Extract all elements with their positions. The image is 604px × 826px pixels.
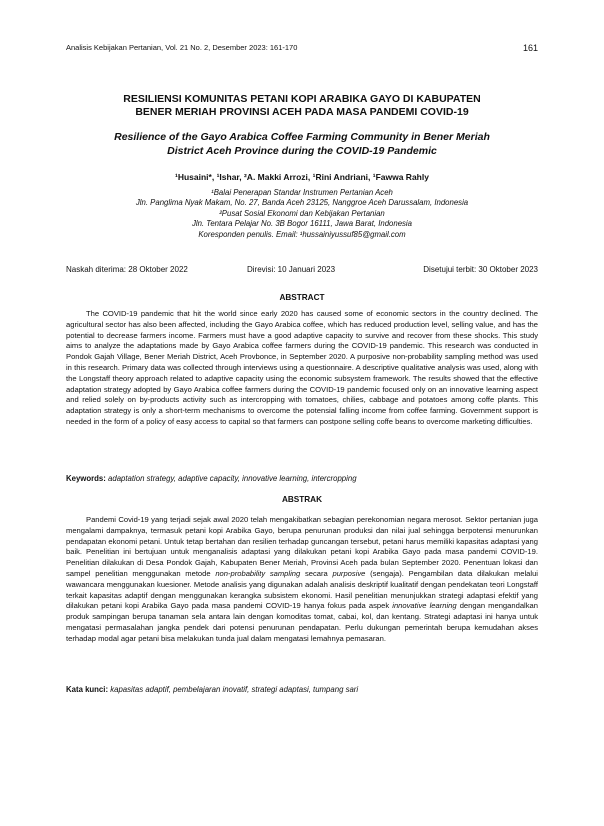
abstract-text: The COVID-19 pandemic that hit the world since early 2020 has caused some of economic sectors in the country declined. The agricultural sector has also been affected, including the Gayo Arabica coffee, which has reduced production level, selling value, and has the potential to decrease farmers income. Farmers must have a good adaptive capacity to survive and recover from these shocks. This study aims to analyze the adaptations made by Gayo Arabica coffee farmers during the COVID-19 pandemic. This research was conducted in Pondok Gajah Village, Bener Meriah District, Aceh Provbonce, in September 2020. A purposive non-probability sampling method was used in this research. Primary data was collected through interviews using a questionnaire. A descriptive qualitative analysis was used, along with the Longstaff theory approach related to adaptive capacity using the economic subsystem framework. The results showed that the effective adaptation strategy adopted by Gayo Arabica coffee farmers during the COVID-19 pandemic focused only on an innovative learning aspect and relied solely on by-products activity such as intercropping with tomatoes, chilies, cabbage and potatoes among coffe plants. This adaptation strategy is only a short-term mechanisms to overcome the potensial falling income from coffee farming. Government support is needed in the form of a policy of easy access to capital so that farmers can postpone selling coffe beans to overcome marketing difficulties. — [66, 309, 538, 426]
kata-kunci-label: Kata kunci — [66, 685, 106, 694]
affiliations — [66, 188, 538, 240]
abstrak-heading: ABSTRAK — [281, 495, 323, 504]
running-header — [66, 43, 538, 52]
abstrak-keywords: Kata kunci: kapasitas adaptif, pembelajaran inovatif, strategi adaptasi, tumpang sari — [66, 685, 359, 694]
affiliation-2-address: Jln. Tentara Pelajar No. 3B Bogor 16111, Jawa Barat, Indonesia — [191, 219, 413, 229]
article-title-indonesian — [66, 93, 538, 119]
date-received: Naskah diterima: 28 Oktober 2022 — [66, 265, 188, 274]
abstrak-text: Pandemi Covid-19 yang terjadi sejak awal 2020 telah mengakibatkan sebagian perekonomian negara merosot. Sektor pertanian juga mengalami dampaknya, termasuk petani kopi Arabika Gayo, berupa penurunan produksi dan nilai jual sehingga berpotensi menurunkan pendapatan ekonomi petani. Untuk tetap bertahan dan resilien terhadap guncangan tersebut, petani harus memiliki kapasitas adaptasi yang baik. Penelitian ini bertujuan untuk menganalisis adaptasi yang dilakukan petani kopi Arabika Gayo pada masa pandemi COVID-19. Penelitian dilakukan di Desa Pondok Gajah, Kabupaten Bener Meriah, Provinsi Aceh pada bulan September 2020. Penentuan lokasi dan sampel penelitian menggunakan metode non-probability sampling secara purposive (sengaja). Pengambilan data dilakukan melalui wawancara menggunakan kuesioner. Metode analisis yang digunakan adalah analisis deskriptif kualitatif dengan pendekatan teori Longstaff terkait kapasitas adaptif dengan menggunakan kerangka subsistem ekonomi. Hasil penelitian menunjukkan strategi adaptasi efektif yang dilakukan petani kopi Arabika Gayo pada masa pandemi COVID-19 hanya fokus pada aspek innovative learning dengan mengandalkan produk sampingan berupa tanaman sela antara lain dengan komoditas tomat, cabai, kol, dan kentang. Strategi adaptasi ini hanya untuk mengatasi permasalahan jangka pendek dari potensi penurunan pendapatan. Perlu dukungan pemerintah berupa kemudahan akses terhadap modal agar petani bisa melakukan tunda jual dalam mengatasi lemahnya pemasaran. — [66, 515, 538, 643]
kata-kunci-values: kapasitas adaptif, pembelajaran inovatif, strategi adaptasi, tumpang sari — [110, 685, 359, 694]
affiliation-1-name: ¹Balai Penerapan Standar Instrumen Pertanian Aceh — [211, 188, 393, 197]
keywords-label: Keywords — [66, 474, 104, 483]
abstract-heading: ABSTRACT — [279, 293, 325, 302]
title-id-line-2: BENER MERIAH PROVINSI ACEH PADA MASA PANDEMI COVID-19 — [135, 106, 469, 118]
page-number: 161 — [522, 43, 538, 53]
journal-citation: Analisis Kebijakan Pertanian, Vol. 21 No. 2, Desember 2023: 161-170 — [66, 43, 298, 52]
article-title-english — [66, 130, 538, 158]
affiliation-2-name: ²Pusat Sosial Ekonomi dan Kebijakan Pertanian — [219, 208, 385, 218]
corresponding-email: Koresponden penulis. Email: ¹hussainiyussuf85@gmail.com — [198, 229, 406, 239]
abstract-keywords: Keywords: adaptation strategy, adaptive capacity, innovative learning, intercropping — [66, 474, 357, 483]
date-accepted: Disetujui terbit: 30 Oktober 2023 — [423, 265, 538, 274]
title-en-line-2: District Aceh Province during the COVID-19 Pandemic — [167, 145, 437, 157]
author-list: ¹Husaini*, ¹Ishar, ²A. Makki Arrozi, ¹Rini Andriani, ¹Fawwa Rahly — [175, 172, 429, 182]
title-en-line-1: Resilience of the Gayo Arabica Coffee Farming Community in Bener Meriah — [114, 131, 490, 143]
keywords-values: adaptation strategy, adaptive capacity, innovative learning, intercropping — [108, 474, 357, 483]
date-revised: Direvisi: 10 Januari 2023 — [247, 265, 336, 274]
title-id-line-1: RESILIENSI KOMUNITAS PETANI KOPI ARABIKA GAYO DI KABUPATEN — [123, 93, 481, 105]
manuscript-dates — [66, 265, 538, 276]
affiliation-1-address: Jln. Panglima Nyak Makam, No. 27, Banda Aceh 23125, Nanggroe Aceh Darussalam, Indonesia — [135, 198, 469, 208]
